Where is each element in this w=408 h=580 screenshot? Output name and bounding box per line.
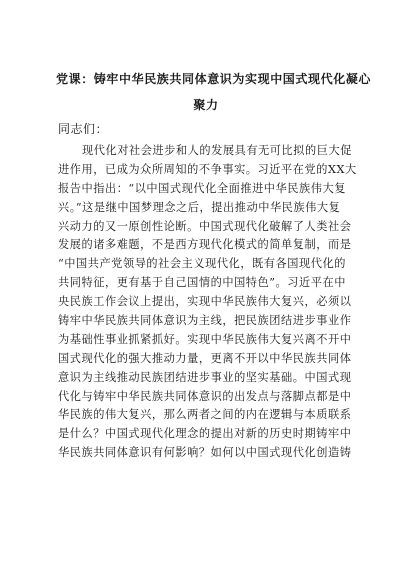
body-line: 央民族工作会议上提出，实现中华民族伟大复兴，必须以 (58, 295, 352, 309)
body-line: 进作用，已成为众所周知的不争事实。习近平在党的XX大 (58, 162, 357, 176)
title-line-1: 党课：铸牢中华民族共同体意识为实现中国式现代化凝心 (56, 72, 372, 86)
body-line: 意识为主线推动民族团结进步事业的坚实基础。中国式现 (58, 370, 352, 384)
body-line: 国式现代化的强大推动力量，更离不开以中华民族共同体 (58, 351, 352, 365)
body-line: 华民族共同体意识有何影响？如何以中国式现代化创造铸 (58, 446, 352, 460)
document-title (56, 66, 372, 118)
body-line: 现代化对社会进步和人的发展具有无可比拟的巨大促 (82, 144, 352, 157)
body-line: 华民族的伟大复兴，那么两者之间的内在逻辑与本质联系 (58, 408, 352, 422)
body-line: 兴。”这是继中国梦理念之后，提出推动中华民族伟大复 (58, 200, 341, 214)
body-line: 是什么？中国式现代化理念的提出对新的历史时期铸牢中 (58, 427, 352, 441)
body-line: 共同特征，更有基于自己国情的中国特色”。习近平在中 (58, 276, 346, 290)
body-line: 代化与铸牢中华民族共同体意识的出发点与落脚点都是中 (58, 389, 352, 403)
body-line: 兴动力的又一原创性论断。中国式现代化破解了人类社会 (58, 219, 352, 233)
body-line: 为基础性事业抓紧抓好。实现中华民族伟大复兴离不开中 (58, 332, 352, 346)
body-paragraph (58, 142, 358, 463)
body-line: 铸牢中华民族共同体意识为主线，把民族团结进步事业作 (58, 314, 352, 328)
body-line: 发展的诸多难题，不是西方现代化模式的简单复制，而是 (58, 238, 352, 252)
salutation: 同志们： (58, 122, 109, 136)
body-line: 报告中指出：“以中国式现代化全面推进中华民族伟大复 (58, 181, 346, 195)
body-line: “中国共产党领导的社会主义现代化，既有各国现代化的 (58, 257, 346, 271)
title-line-2: 聚力 (193, 98, 219, 112)
